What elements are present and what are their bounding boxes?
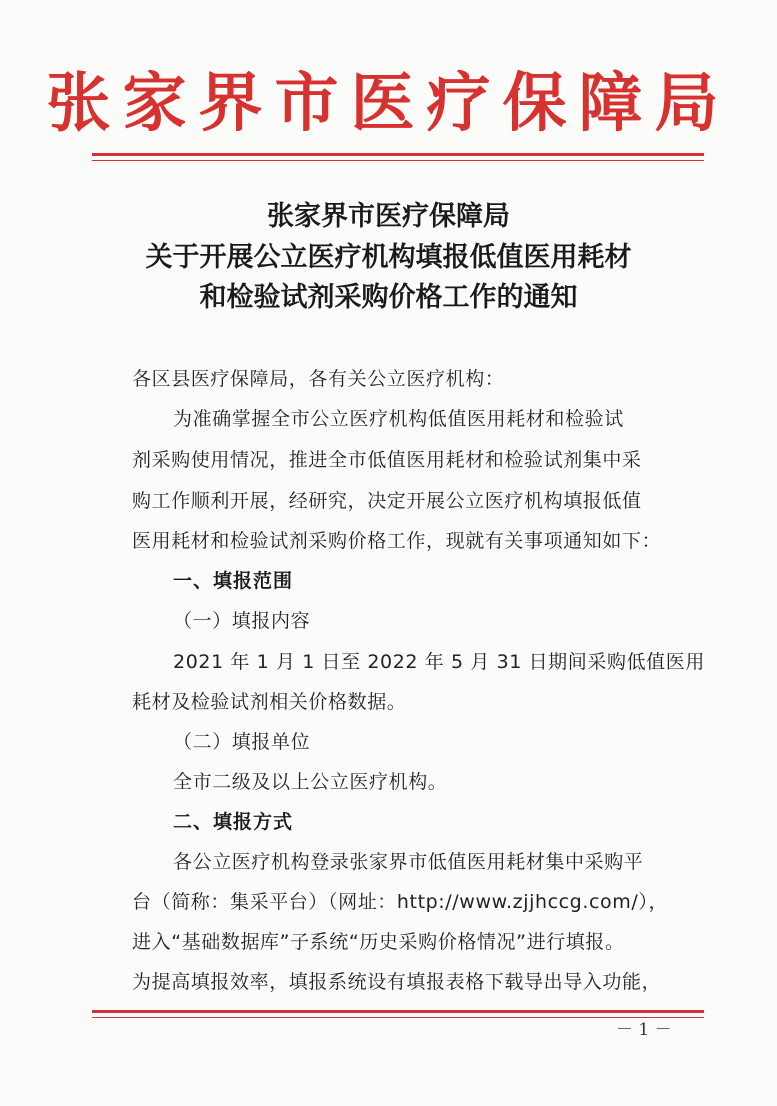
intro-line-3: 购工作顺利开展，经研究，决定开展公立医疗机构填报低值 (132, 490, 642, 512)
intro-line-2: 剂采购使用情况，推进全市低值医用耗材和检验试剂集中采 (132, 449, 642, 471)
masthead-org-name: 张家界市医疗保障局 (46, 66, 731, 141)
section-1-sub-1-line-2: 耗材及检验试剂相关价格数据。 (132, 691, 407, 713)
masthead-red-rule-thin (92, 160, 704, 161)
section-2-line-2: 台（简称：集采平台）（网址：http://www.zjjhccg.com/）， (132, 891, 669, 913)
section-1-sub-1-heading: （一）填报内容 (173, 610, 311, 632)
document-title-line-2: 关于开展公立医疗机构填报低值医用耗材 (145, 242, 632, 273)
masthead-red-rule-thick (92, 153, 704, 156)
footer-red-rule-thin (92, 1017, 704, 1018)
section-1-sub-2-line-1: 全市二级及以上公立医疗机构。 (173, 771, 448, 793)
intro-line-1: 为准确掌握全市公立医疗机构低值医用耗材和检验试 (173, 408, 624, 430)
section-2-line-4: 为提高填报效率，填报系统设有填报表格下载导出导入功能， (132, 971, 662, 993)
section-2-line-1: 各公立医疗机构登录张家界市低值医用耗材集中采购平 (173, 851, 644, 873)
document-title-line-1: 张家界市医疗保障局 (267, 201, 510, 232)
salutation: 各区县医疗保障局，各有关公立医疗机构： (132, 368, 505, 390)
section-2-line-3: 进入“基础数据库”子系统“历史采购价格情况”进行填报。 (132, 931, 625, 953)
section-2-heading: 二、填报方式 (173, 811, 294, 833)
section-1-heading: 一、填报范围 (173, 570, 294, 592)
intro-line-4: 医用耗材和检验试剂采购价格工作，现就有关事项通知如下： (132, 530, 662, 552)
section-1-sub-1-line-1: 2021 年 1 月 1 日至 2022 年 5 月 31 日期间采购低值医用 (173, 651, 705, 673)
section-1-sub-2-heading: （二）填报单位 (173, 731, 311, 753)
page-number: － 1 － (616, 1020, 672, 1040)
footer-red-rule-thick (92, 1010, 704, 1013)
document-title-line-3: 和检验试剂采购价格工作的通知 (199, 282, 578, 313)
